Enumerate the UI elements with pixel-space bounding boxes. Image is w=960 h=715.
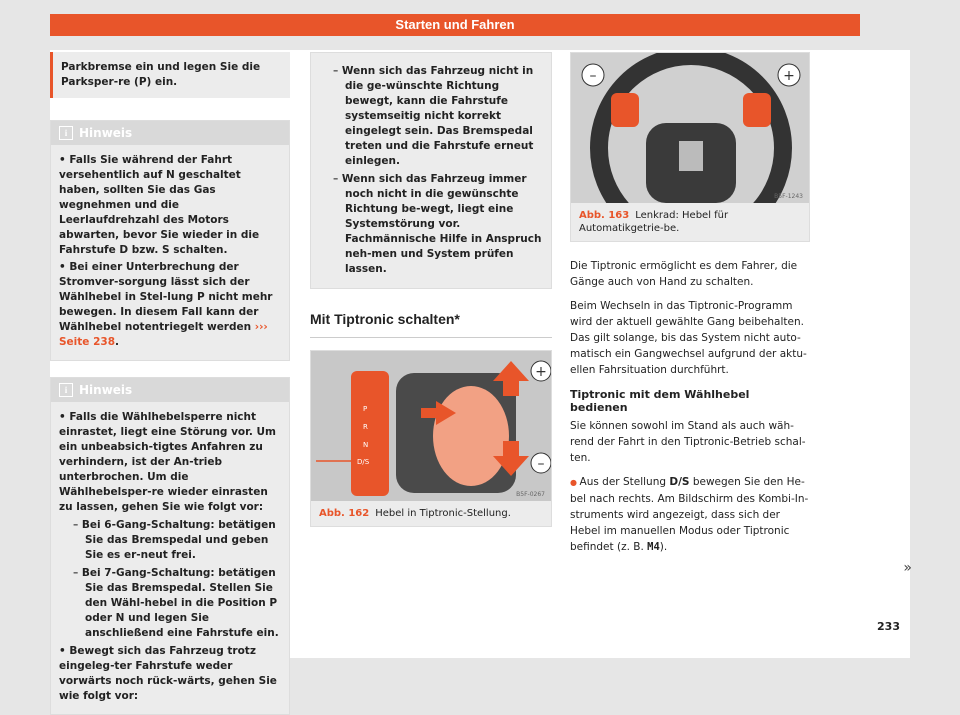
figure-caption-text: Lenkrad: Hebel für Automatikgetrie-be.	[579, 210, 729, 234]
note-2-body	[51, 402, 289, 714]
chapter-header: Starten und Fahren	[50, 14, 860, 36]
figure-caption-text: Hebel in Tiptronic-Stellung.	[375, 508, 511, 519]
steering-wheel-image	[571, 53, 809, 203]
note-1-title: Hinweis	[79, 126, 133, 140]
tiptronic-lever-illustration	[311, 351, 551, 501]
note-1	[50, 120, 290, 361]
paragraph-2: Beim Wechseln in das Tiptronic-Programm wird der aktuell gewählte Gang beibehalten. Das gilt solange, bis das System nicht auto-matisch ein Gangwechsel aufgrund der aktu-ellen Fahrsituation durchführt.	[570, 300, 807, 376]
continuation-dash-1: – Wenn sich das Fahrzeug nicht in die ge-wünschte Richtung bewegt, kann die Fahrstufe systemseitig nicht korrekt eingelegt sein. Das Bremspedal treten und die Fahrstufe erneut einlegen.	[333, 64, 543, 169]
continue-mark: »	[903, 560, 912, 576]
gear-label-ds: D/S	[357, 458, 370, 466]
section-title: Mit Tiptronic schalten*	[310, 311, 460, 327]
figure-162	[310, 350, 552, 527]
steering-wheel-illustration	[571, 53, 809, 203]
note-2	[50, 377, 290, 715]
subheading: Tiptronic mit dem Wählhebel bedienen	[570, 388, 750, 414]
continuation-box	[310, 52, 552, 289]
lever-knob	[433, 386, 509, 486]
figure-162-caption	[311, 501, 551, 526]
figure-163	[570, 52, 810, 242]
minus-label: –	[589, 68, 597, 84]
note-1-bullet-1: • Falls Sie während der Fahrt versehentlich auf N geschaltet haben, sollten Sie das Gas wegnehmen und die Leerlaufdrehzahl des Motors abwarten, bevor Sie wieder in die Fahrstufe D bzw. S schalten.	[59, 153, 281, 258]
figure-163-caption	[571, 203, 809, 241]
gear-label-n: N	[363, 441, 369, 449]
note-1-bullet-2-text: Bei einer Unterbrechung der Stromver-sorgung lässt sich der Wählhebel in Stel-lung P nicht mehr bewegen. In diesem Fall kann der Wählhebel notentriegelt werden	[59, 261, 273, 333]
note-1-bullet-2: • Bei einer Unterbrechung der Stromver-sorgung lässt sich der Wählhebel in Stel-lung P nicht mehr bewegen. In diesem Fall kann der Wählhebel notentriegelt werden ››› Seite 238.	[59, 260, 281, 350]
figure-code: B5F-0267	[516, 491, 545, 498]
note-2-dash-1: – Bei 6-Gang-Schaltung: betätigen Sie das Bremspedal und geben Sie es er-neut frei.	[73, 518, 281, 563]
p4-e: ).	[659, 541, 668, 553]
p4-c: bewegen Sie den He-bel nach rechts. Am Bildschirm des Kombi-In-struments wird angezeigt, dass sich der Hebel im manuellen Modus oder Tiptronic befindet (z. B.	[570, 476, 809, 553]
section-divider	[310, 337, 552, 338]
note-2-dash-2: – Bei 7-Gang-Schaltung: betätigen Sie das Bremspedal. Stellen Sie den Wähl-hebel in die Position P oder N und legen Sie anschließend eine Fahrstufe ein.	[73, 566, 281, 641]
gear-label-r: R	[363, 423, 368, 431]
seat-logo-icon	[679, 141, 703, 171]
body-text	[570, 258, 810, 555]
paragraph-1: Die Tiptronic ermöglicht es dem Fahrer, die Gänge auch von Hand zu schalten.	[570, 260, 798, 288]
paragraph-4	[570, 474, 810, 555]
note-2-header	[51, 378, 289, 402]
plus-label: +	[535, 364, 547, 380]
figure-code: B5F-1243	[774, 193, 803, 200]
p4-ds: D/S	[669, 476, 690, 488]
column-1	[50, 52, 290, 715]
page-number: 233	[877, 620, 900, 633]
info-icon: i	[59, 126, 73, 140]
gear-label-p: P	[363, 405, 368, 413]
note-2-bullet-2: • Bewegt sich das Fahrzeug trotz eingeleg-ter Fahrstufe weder vorwärts noch rück-wärts, gehen Sie wie folgt vor:	[59, 644, 281, 704]
p4-a: Aus der Stellung	[579, 476, 670, 488]
right-paddle	[743, 93, 771, 127]
page-238-link[interactable]: ››› Seite 238	[59, 321, 268, 348]
info-icon: i	[59, 383, 73, 397]
note-1-header	[51, 121, 289, 145]
gear-plate	[351, 371, 389, 496]
plus-label: +	[783, 68, 795, 84]
note-2-bullet-1: • Falls die Wählhebelsperre nicht einrastet, liegt eine Störung vor. Um ein unbeabsich-tigtes Anfahren zu verhindern, ist der An-trieb unterbrochen. Um die Wählhebelsper-re wieder einrasten zu lassen, gehen Sie wie folgt vor:	[59, 410, 281, 515]
continuation-dash-2: – Wenn sich das Fahrzeug immer noch nicht in die gewünschte Richtung be-wegt, liegt eine Systemstörung vor. Fachmännische Hilfe in Anspruch neh-men und System prüfen lassen.	[333, 172, 543, 277]
minus-label: –	[537, 456, 545, 472]
p4-m4: M4	[647, 541, 660, 553]
paragraph-3: Sie können sowohl im Stand als auch wäh-rend der Fahrt in den Tiptronic-Betrieb schal-ten.	[570, 420, 806, 464]
note-1-body	[51, 145, 289, 360]
intro-box: Parkbremse ein und legen Sie die Parksper-re (P) ein.	[50, 52, 290, 98]
figure-number: Abb. 162	[319, 508, 370, 519]
lever-image	[311, 351, 551, 501]
left-paddle	[611, 93, 639, 127]
note-2-title: Hinweis	[79, 383, 133, 397]
figure-number: Abb. 163	[579, 210, 630, 221]
column-3	[570, 52, 810, 563]
column-2	[310, 52, 552, 527]
